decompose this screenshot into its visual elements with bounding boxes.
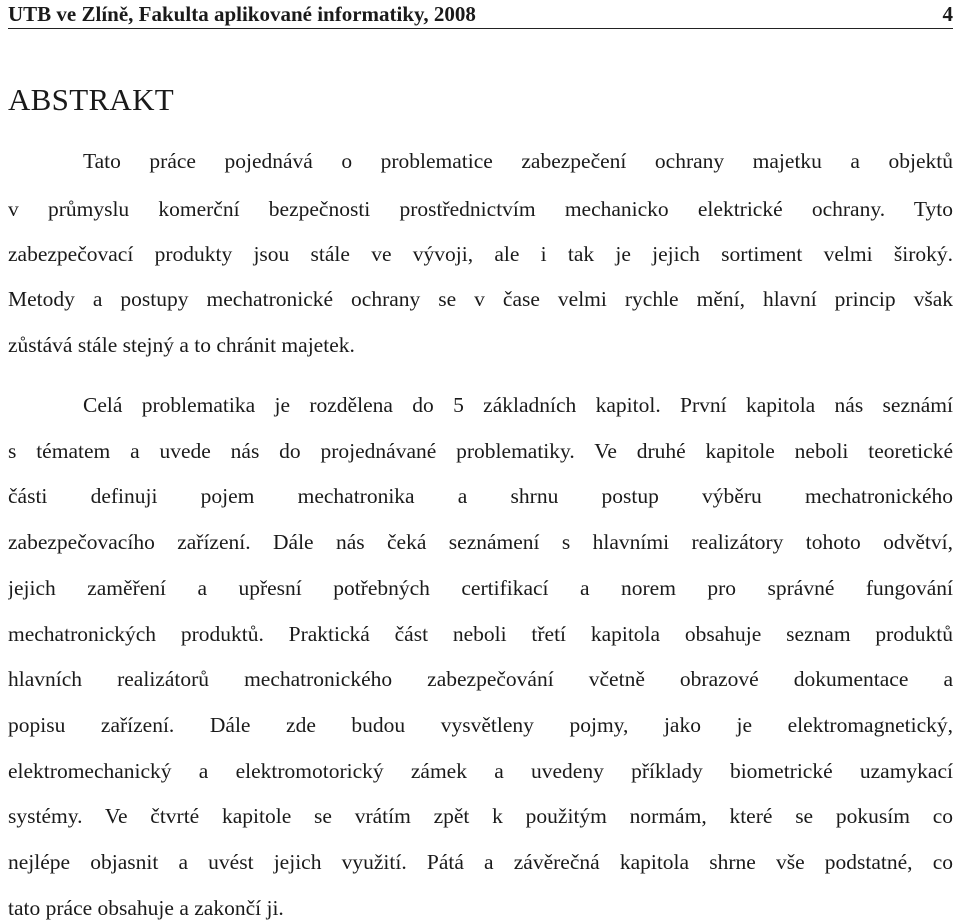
- paragraph-line: s tématem a uvede nás do projednávané problematiky. Ve druhé kapitole neboli teoretické: [8, 439, 953, 463]
- paragraph-line: Celá problematika je rozdělena do 5 základních kapitol. První kapitola nás seznámí: [83, 393, 953, 417]
- paragraph-line: mechatronických produktů. Praktická část neboli třetí kapitola obsahuje seznam produktů: [8, 622, 953, 646]
- paragraph-line: části definuji pojem mechatronika a shrnu postup výběru mechatronického: [8, 484, 953, 508]
- section-heading: ABSTRAKT: [8, 82, 175, 117]
- paragraph-line: zabezpečovacího zařízení. Dále nás čeká seznámení s hlavními realizátory tohoto odvětví,: [8, 530, 953, 554]
- paragraph-line: Metody a postupy mechatronické ochrany se v čase velmi rychle mění, hlavní princip však: [8, 287, 953, 311]
- paragraph-line: tato práce obsahuje a zakončí ji.: [8, 896, 284, 920]
- paragraph-line: nejlépe objasnit a uvést jejich využití. Pátá a závěrečná kapitola shrne vše podstatné, co: [8, 850, 953, 874]
- header-divider: [8, 28, 953, 29]
- header-title: UTB ve Zlíně, Fakulta aplikované informatiky, 2008: [8, 2, 476, 26]
- paragraph-line: systémy. Ve čtvrté kapitole se vrátím zpět k použitým normám, které se pokusím co: [8, 804, 953, 828]
- page-number: 4: [942, 2, 953, 26]
- paragraph-line: jejich zaměření a upřesní potřebných certifikací a norem pro správné fungování: [8, 576, 953, 600]
- paragraph-line: zabezpečovací produkty jsou stále ve vývoji, ale i tak je jejich sortiment velmi široký.: [8, 242, 953, 266]
- paragraph-line: popisu zařízení. Dále zde budou vysvětleny pojmy, jako je elektromagnetický,: [8, 713, 953, 737]
- paragraph-line: elektromechanický a elektromotorický zámek a uvedeny příklady biometrické uzamykací: [8, 759, 953, 783]
- paragraph-line: zůstává stále stejný a to chránit majetek.: [8, 333, 355, 357]
- paragraph-line: hlavních realizátorů mechatronického zabezpečování včetně obrazové dokumentace a: [8, 667, 953, 691]
- paragraph-line: Tato práce pojednává o problematice zabezpečení ochrany majetku a objektů: [83, 149, 953, 173]
- paragraph-line: v průmyslu komerční bezpečnosti prostřednictvím mechanicko elektrické ochrany. Tyto: [8, 197, 953, 221]
- page-header: [8, 0, 953, 30]
